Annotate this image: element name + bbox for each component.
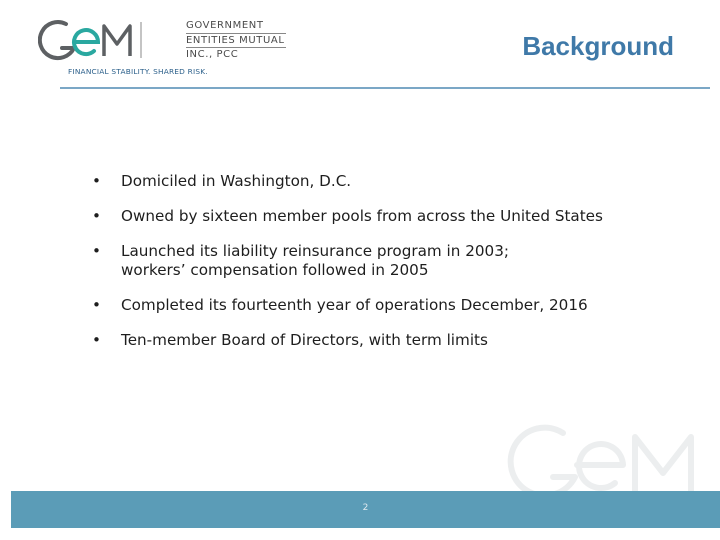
bullet-item <box>92 207 692 226</box>
bullet-text: • Completed its fourteenth year of operations December, 2016 <box>121 296 588 314</box>
company-name <box>186 20 286 61</box>
bullet-text: • Launched its liability reinsurance program in 2003; <box>121 242 509 260</box>
bullet-text: • Ten-member Board of Directors, with term limits <box>121 331 488 349</box>
bullet-text-continued: workers’ compensation followed in 2005 <box>121 261 429 279</box>
slide-title: Background <box>522 31 674 61</box>
bullet-list <box>92 172 692 366</box>
title-divider <box>60 87 710 89</box>
footer-bar <box>11 491 720 528</box>
bullet-text: • Domiciled in Washington, D.C. <box>121 172 352 190</box>
company-name-line-1: GOVERNMENT <box>186 20 264 31</box>
gem-logo-mark-icon <box>38 18 188 68</box>
bullet-item <box>92 242 692 280</box>
bullet-item <box>92 296 692 315</box>
bullet-text: • Owned by sixteen member pools from across the United States <box>121 207 603 225</box>
company-name-line-3: INC., PCC <box>186 47 286 61</box>
company-name-line-2: ENTITIES MUTUAL <box>186 34 285 46</box>
bullet-item <box>92 172 692 191</box>
logo-tagline: FINANCIAL STABILITY. SHARED RISK. <box>68 67 208 76</box>
page-number: 2 <box>362 503 369 513</box>
bullet-item <box>92 331 692 350</box>
